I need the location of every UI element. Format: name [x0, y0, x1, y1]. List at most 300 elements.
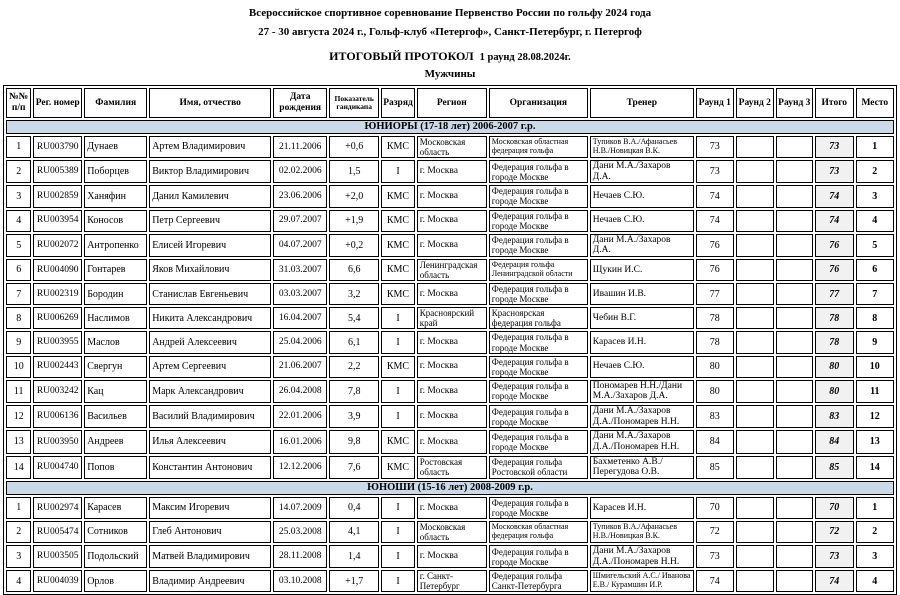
column-header-round-1: Раунд 1 — [696, 88, 734, 118]
cell-place: 8 — [856, 307, 894, 329]
cell-round-1: 85 — [696, 456, 734, 479]
cell-place: 2 — [856, 160, 894, 183]
cell-coach: Ивашин И.В. — [590, 283, 694, 305]
cell-rank: I — [381, 160, 415, 183]
cell-given-names: Глеб Антонович — [149, 521, 271, 543]
cell-surname: Свергун — [84, 356, 147, 378]
cell-given-names: Марк Александрович — [149, 380, 271, 403]
cell-round-3 — [776, 283, 813, 305]
cell-total: 74 — [815, 210, 854, 232]
table-row — [6, 430, 894, 453]
cell-round-2 — [736, 160, 774, 183]
cell-surname: Антропенко — [84, 234, 147, 257]
cell-given-names: Петр Сергеевич — [149, 210, 271, 232]
cell-birth-date: 28.11.2008 — [273, 545, 327, 568]
cell-round-3 — [776, 356, 813, 378]
cell-rank: КМС — [381, 283, 415, 305]
cell-coach: Нечаев С.Ю. — [590, 210, 694, 232]
cell-handicap: +0,2 — [329, 234, 379, 257]
table-row — [6, 259, 894, 281]
table-row — [6, 405, 894, 428]
cell-rank: КМС — [381, 210, 415, 232]
cell-total: 76 — [815, 259, 854, 281]
cell-round-1: 83 — [696, 405, 734, 428]
cell-birth-date: 23.06.2006 — [273, 185, 327, 207]
cell-round-2 — [736, 234, 774, 257]
cell-region: г. Москва — [417, 356, 487, 378]
cell-birth-date: 21.11.2006 — [273, 136, 327, 158]
cell-region: г. Москва — [417, 380, 487, 403]
column-header-surname: Фамилия — [84, 88, 147, 118]
cell-reg-number: RU006136 — [33, 405, 82, 428]
column-header-round-3: Раунд 3 — [776, 88, 813, 118]
cell-round-3 — [776, 521, 813, 543]
cell-organization: Федерация гольфа в городе Москве — [489, 234, 588, 257]
cell-place: 4 — [856, 210, 894, 232]
cell-place: 13 — [856, 430, 894, 453]
table-row — [6, 521, 894, 543]
cell-coach: Дани М.А./Захаров Д.А. — [590, 234, 694, 257]
cell-round-1: 80 — [696, 380, 734, 403]
cell-reg-number: RU003950 — [33, 430, 82, 453]
cell-index: 2 — [6, 160, 31, 183]
cell-round-1: 73 — [696, 545, 734, 568]
cell-reg-number: RU003505 — [33, 545, 82, 568]
cell-handicap: 3,9 — [329, 405, 379, 428]
cell-handicap: 9,8 — [329, 430, 379, 453]
cell-round-3 — [776, 185, 813, 207]
cell-rank: I — [381, 545, 415, 568]
table-row — [6, 380, 894, 403]
cell-index: 1 — [6, 136, 31, 158]
gender-subtitle: Мужчины — [424, 68, 476, 80]
cell-surname: Орлов — [84, 570, 147, 592]
cell-index: 8 — [6, 307, 31, 329]
table-row — [6, 545, 894, 568]
cell-organization: Федерация гольфа в городе Москве — [489, 160, 588, 183]
cell-surname: Наслимов — [84, 307, 147, 329]
cell-round-2 — [736, 185, 774, 207]
cell-index: 3 — [6, 185, 31, 207]
cell-reg-number: RU002859 — [33, 185, 82, 207]
cell-handicap: 1,4 — [329, 545, 379, 568]
cell-total: 70 — [815, 497, 854, 519]
cell-coach: Бахметенко А.В./Перегудова О.В. — [590, 456, 694, 479]
cell-reg-number: RU003955 — [33, 331, 82, 353]
cell-round-3 — [776, 259, 813, 281]
cell-round-2 — [736, 380, 774, 403]
cell-coach: Карасев И.Н. — [590, 497, 694, 519]
cell-organization: Федерация гольфа в городе Москве — [489, 545, 588, 568]
table-row — [6, 210, 894, 232]
cell-birth-date: 03.10.2008 — [273, 570, 327, 592]
cell-round-1: 72 — [696, 521, 734, 543]
cell-surname: Гонтарев — [84, 259, 147, 281]
cell-given-names: Данил Камилевич — [149, 185, 271, 207]
cell-round-1: 74 — [696, 570, 734, 592]
cell-reg-number: RU003954 — [33, 210, 82, 232]
cell-given-names: Яков Михайлович — [149, 259, 271, 281]
cell-place: 12 — [856, 405, 894, 428]
cell-given-names: Матвей Владимирович — [149, 545, 271, 568]
cell-rank: I — [381, 405, 415, 428]
cell-round-1: 70 — [696, 497, 734, 519]
cell-given-names: Владимир Андреевич — [149, 570, 271, 592]
cell-rank: I — [381, 521, 415, 543]
cell-birth-date: 29.07.2007 — [273, 210, 327, 232]
cell-given-names: Илья Алексеевич — [149, 430, 271, 453]
cell-round-3 — [776, 307, 813, 329]
cell-birth-date: 31.03.2007 — [273, 259, 327, 281]
cell-birth-date: 03.03.2007 — [273, 283, 327, 305]
cell-round-3 — [776, 497, 813, 519]
table-row — [6, 356, 894, 378]
cell-birth-date: 22.01.2006 — [273, 405, 327, 428]
cell-rank: КМС — [381, 234, 415, 257]
cell-region: Ростовская область — [417, 456, 487, 479]
cell-round-3 — [776, 331, 813, 353]
cell-surname: Поборцев — [84, 160, 147, 183]
cell-handicap: 4,1 — [329, 521, 379, 543]
cell-rank: I — [381, 331, 415, 353]
cell-index: 5 — [6, 234, 31, 257]
column-header-coach: Тренер — [590, 88, 694, 118]
cell-region: г. Москва — [417, 497, 487, 519]
cell-coach: Тупиков В.А./Афанасьев Н.В./Новицкая В.К. — [590, 136, 694, 158]
cell-rank: I — [381, 380, 415, 403]
cell-given-names: Максим Игоревич — [149, 497, 271, 519]
cell-index: 2 — [6, 521, 31, 543]
cell-handicap: +0,6 — [329, 136, 379, 158]
cell-round-1: 74 — [696, 185, 734, 207]
cell-reg-number: RU004039 — [33, 570, 82, 592]
cell-organization: Федерация гольфа в городе Москве — [489, 497, 588, 519]
cell-round-3 — [776, 456, 813, 479]
cell-handicap: 7,6 — [329, 456, 379, 479]
cell-surname: Сотников — [84, 521, 147, 543]
cell-rank: I — [381, 307, 415, 329]
cell-index: 7 — [6, 283, 31, 305]
cell-surname: Подольский — [84, 545, 147, 568]
cell-place: 14 — [856, 456, 894, 479]
cell-reg-number: RU003790 — [33, 136, 82, 158]
cell-rank: I — [381, 570, 415, 592]
cell-index: 12 — [6, 405, 31, 428]
document-header — [0, 0, 900, 84]
cell-round-3 — [776, 545, 813, 568]
cell-surname: Кац — [84, 380, 147, 403]
competition-venue-dates: 27 - 30 августа 2024 г., Гольф-клуб «Петергоф», Санкт-Петербург, г. Петергоф — [258, 26, 642, 38]
cell-round-3 — [776, 210, 813, 232]
cell-surname: Коносов — [84, 210, 147, 232]
cell-place: 7 — [856, 283, 894, 305]
cell-round-2 — [736, 521, 774, 543]
table-row — [6, 497, 894, 519]
cell-total: 83 — [815, 405, 854, 428]
cell-index: 1 — [6, 497, 31, 519]
cell-reg-number: RU002974 — [33, 497, 82, 519]
cell-handicap: +1,9 — [329, 210, 379, 232]
cell-place: 10 — [856, 356, 894, 378]
cell-region: Красноярский край — [417, 307, 487, 329]
cell-given-names: Артем Владимирович — [149, 136, 271, 158]
cell-total: 74 — [815, 185, 854, 207]
cell-reg-number: RU006269 — [33, 307, 82, 329]
cell-coach: Чебин В.Г. — [590, 307, 694, 329]
cell-rank: КМС — [381, 259, 415, 281]
cell-surname: Дунаев — [84, 136, 147, 158]
cell-handicap: +1,7 — [329, 570, 379, 592]
cell-total: 80 — [815, 380, 854, 403]
cell-surname: Бородин — [84, 283, 147, 305]
cell-surname: Попов — [84, 456, 147, 479]
cell-round-3 — [776, 160, 813, 183]
cell-place: 1 — [856, 497, 894, 519]
cell-surname: Васильев — [84, 405, 147, 428]
cell-round-2 — [736, 405, 774, 428]
table-row — [6, 136, 894, 158]
table-row — [6, 283, 894, 305]
cell-round-2 — [736, 210, 774, 232]
cell-round-2 — [736, 430, 774, 453]
section-row — [6, 481, 894, 495]
section-header: ЮНОШИ (15-16 лет) 2008-2009 г.р. — [6, 481, 894, 495]
cell-region: Московская область — [417, 136, 487, 158]
cell-organization: Федерация гольфа в городе Москве — [489, 356, 588, 378]
competition-title: Всероссийское спортивное соревнование Первенство России по гольфу 2024 года — [248, 7, 652, 19]
cell-birth-date: 16.01.2006 — [273, 430, 327, 453]
cell-surname: Андреев — [84, 430, 147, 453]
cell-round-1: 78 — [696, 307, 734, 329]
cell-place: 5 — [856, 234, 894, 257]
cell-total: 74 — [815, 570, 854, 592]
cell-index: 3 — [6, 545, 31, 568]
cell-round-2 — [736, 283, 774, 305]
protocol-title-line — [0, 48, 900, 66]
cell-index: 11 — [6, 380, 31, 403]
cell-index: 13 — [6, 430, 31, 453]
column-header-region: Регион — [417, 88, 487, 118]
cell-region: Московская область — [417, 521, 487, 543]
cell-index: 9 — [6, 331, 31, 353]
cell-handicap: 7,8 — [329, 380, 379, 403]
protocol-title: ИТОГОВЫЙ ПРОТОКОЛ — [329, 49, 474, 63]
cell-place: 9 — [856, 331, 894, 353]
cell-index: 6 — [6, 259, 31, 281]
column-header-handicap: Показатель гандикапа — [329, 88, 379, 118]
cell-rank: КМС — [381, 430, 415, 453]
cell-coach: Дани М.А./Захаров Д.А./Пономарев Н.Н. — [590, 430, 694, 453]
cell-rank: I — [381, 497, 415, 519]
cell-birth-date: 21.06.2007 — [273, 356, 327, 378]
cell-reg-number: RU004090 — [33, 259, 82, 281]
results-table — [3, 85, 897, 595]
cell-total: 77 — [815, 283, 854, 305]
cell-round-3 — [776, 430, 813, 453]
cell-total: 84 — [815, 430, 854, 453]
cell-surname: Карасев — [84, 497, 147, 519]
cell-reg-number: RU002443 — [33, 356, 82, 378]
table-row — [6, 234, 894, 257]
cell-surname: Маслов — [84, 331, 147, 353]
cell-place: 1 — [856, 136, 894, 158]
column-header-given-names: Имя, отчество — [149, 88, 271, 118]
cell-coach: Тупиков В.А./Афанасьев Н.В./Новицкая В.К. — [590, 521, 694, 543]
cell-round-1: 84 — [696, 430, 734, 453]
cell-total: 72 — [815, 521, 854, 543]
cell-region: г. Санкт-Петербург — [417, 570, 487, 592]
cell-round-2 — [736, 497, 774, 519]
table-row — [6, 331, 894, 353]
cell-place: 3 — [856, 185, 894, 207]
cell-organization: Федерация гольфа в городе Москве — [489, 185, 588, 207]
cell-coach: Дани М.А./Захаров Д.А. — [590, 160, 694, 183]
cell-region: Ленинградская область — [417, 259, 487, 281]
cell-handicap: 6,6 — [329, 259, 379, 281]
cell-region: г. Москва — [417, 430, 487, 453]
cell-birth-date: 02.02.2006 — [273, 160, 327, 183]
cell-coach: Карасев И.Н. — [590, 331, 694, 353]
table-row — [6, 160, 894, 183]
section-row — [6, 120, 894, 134]
cell-round-1: 77 — [696, 283, 734, 305]
cell-birth-date: 04.07.2007 — [273, 234, 327, 257]
cell-given-names: Василий Владимирович — [149, 405, 271, 428]
column-header-reg-number: Рег. номер — [33, 88, 82, 118]
cell-birth-date: 14.07.2009 — [273, 497, 327, 519]
cell-reg-number: RU002072 — [33, 234, 82, 257]
cell-coach: Нечаев С.Ю. — [590, 185, 694, 207]
cell-round-1: 76 — [696, 234, 734, 257]
cell-organization: Федерация гольфа в городе Москве — [489, 210, 588, 232]
cell-organization: Красноярская федерация гольфа — [489, 307, 588, 329]
cell-total: 80 — [815, 356, 854, 378]
cell-region: г. Москва — [417, 210, 487, 232]
cell-rank: КМС — [381, 185, 415, 207]
cell-rank: КМС — [381, 356, 415, 378]
cell-given-names: Никита Александрович — [149, 307, 271, 329]
column-header-organization: Организация — [489, 88, 588, 118]
cell-place: 2 — [856, 521, 894, 543]
cell-birth-date: 25.04.2006 — [273, 331, 327, 353]
cell-region: г. Москва — [417, 185, 487, 207]
cell-reg-number: RU005389 — [33, 160, 82, 183]
cell-total: 78 — [815, 331, 854, 353]
cell-coach: Пономарев Н.Н./Дани М.А./Захаров Д.А. — [590, 380, 694, 403]
cell-round-2 — [736, 545, 774, 568]
cell-handicap: +2,0 — [329, 185, 379, 207]
cell-total: 73 — [815, 136, 854, 158]
cell-region: г. Москва — [417, 545, 487, 568]
cell-coach: Дани М.А./Захаров Д.А./Пономарев Н.Н. — [590, 545, 694, 568]
cell-place: 3 — [856, 545, 894, 568]
cell-organization: Московская областная федерация гольфа — [489, 136, 588, 158]
cell-index: 14 — [6, 456, 31, 479]
cell-birth-date: 12.12.2006 — [273, 456, 327, 479]
cell-round-3 — [776, 380, 813, 403]
cell-round-1: 76 — [696, 259, 734, 281]
cell-handicap: 5,4 — [329, 307, 379, 329]
column-header-round-2: Раунд 2 — [736, 88, 774, 118]
cell-index: 4 — [6, 210, 31, 232]
cell-region: г. Москва — [417, 160, 487, 183]
cell-round-2 — [736, 356, 774, 378]
cell-handicap: 1,5 — [329, 160, 379, 183]
cell-region: г. Москва — [417, 331, 487, 353]
header-row — [6, 88, 894, 118]
column-header-rank: Разряд — [381, 88, 415, 118]
cell-coach: Шмигельский А.С./ Иванова Е.В./ Курамшин И.Р. — [590, 570, 694, 592]
cell-total: 76 — [815, 234, 854, 257]
cell-given-names: Андрей Алексеевич — [149, 331, 271, 353]
table-row — [6, 307, 894, 329]
cell-rank: КМС — [381, 456, 415, 479]
column-header-birth-date: Дата рождения — [273, 88, 327, 118]
cell-organization: Московская областная федерация гольфа — [489, 521, 588, 543]
cell-coach: Нечаев С.Ю. — [590, 356, 694, 378]
cell-round-2 — [736, 331, 774, 353]
cell-rank: КМС — [381, 136, 415, 158]
cell-round-2 — [736, 456, 774, 479]
cell-round-2 — [736, 136, 774, 158]
cell-index: 10 — [6, 356, 31, 378]
cell-round-1: 73 — [696, 160, 734, 183]
section-header: ЮНИОРЫ (17-18 лет) 2006-2007 г.р. — [6, 120, 894, 134]
cell-total: 85 — [815, 456, 854, 479]
cell-region: г. Москва — [417, 234, 487, 257]
cell-round-2 — [736, 259, 774, 281]
cell-total: 73 — [815, 545, 854, 568]
cell-given-names: Артем Сергеевич — [149, 356, 271, 378]
cell-round-3 — [776, 136, 813, 158]
protocol-round-info: 1 раунд 28.08.2024г. — [479, 52, 571, 63]
cell-given-names: Елисей Игоревич — [149, 234, 271, 257]
cell-place: 11 — [856, 380, 894, 403]
cell-organization: Федерация гольфа Ленинградской области — [489, 259, 588, 281]
cell-reg-number: RU005474 — [33, 521, 82, 543]
cell-birth-date: 26.04.2008 — [273, 380, 327, 403]
cell-coach: Дани М.А./Захаров Д.А./Пономарев Н.Н. — [590, 405, 694, 428]
cell-round-2 — [736, 307, 774, 329]
cell-organization: Федерация гольфа в городе Москве — [489, 283, 588, 305]
cell-round-3 — [776, 405, 813, 428]
cell-handicap: 2,2 — [329, 356, 379, 378]
cell-region: г. Москва — [417, 283, 487, 305]
table-row — [6, 456, 894, 479]
cell-round-1: 74 — [696, 210, 734, 232]
cell-birth-date: 16.04.2007 — [273, 307, 327, 329]
cell-place: 6 — [856, 259, 894, 281]
cell-place: 4 — [856, 570, 894, 592]
cell-given-names: Константин Антонович — [149, 456, 271, 479]
table-row — [6, 185, 894, 207]
cell-round-1: 78 — [696, 331, 734, 353]
cell-surname: Ханяфин — [84, 185, 147, 207]
cell-reg-number: RU003242 — [33, 380, 82, 403]
column-header-total: Итого — [815, 88, 854, 118]
cell-index: 4 — [6, 570, 31, 592]
cell-round-1: 73 — [696, 136, 734, 158]
cell-organization: Федерация гольфа Ростовской области — [489, 456, 588, 479]
table-body — [6, 120, 894, 592]
cell-round-3 — [776, 234, 813, 257]
cell-coach: Щукин И.С. — [590, 259, 694, 281]
cell-handicap: 3,2 — [329, 283, 379, 305]
cell-organization: Федерация гольфа в городе Москве — [489, 405, 588, 428]
cell-handicap: 0,4 — [329, 497, 379, 519]
column-header-index: №№ п/п — [6, 88, 31, 118]
cell-total: 73 — [815, 160, 854, 183]
